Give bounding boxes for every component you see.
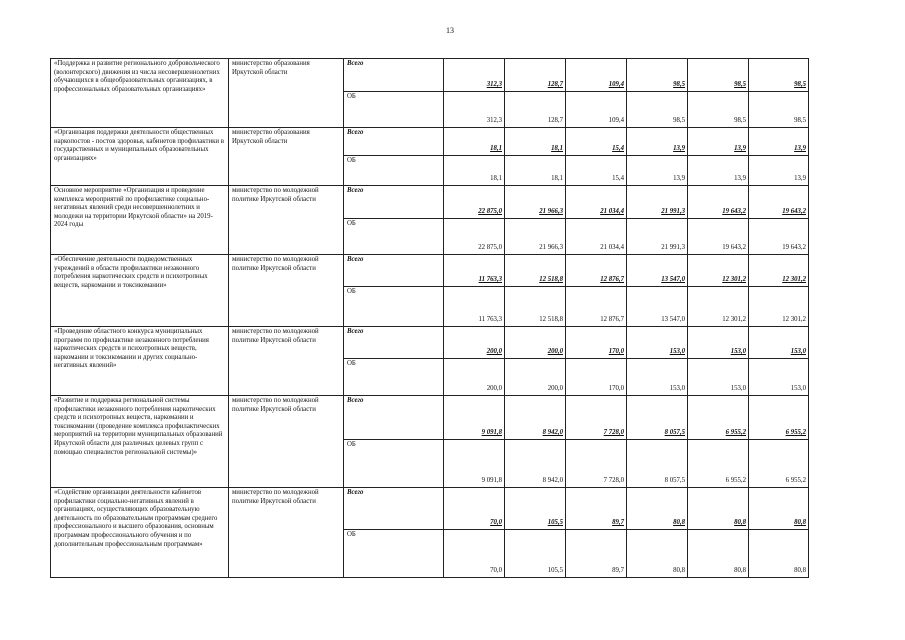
total-value-cell bbox=[688, 59, 749, 92]
table-row bbox=[51, 128, 809, 156]
total-value-cell bbox=[505, 327, 566, 359]
executor-cell: министерство по молодежной политике Иркутской области bbox=[229, 255, 344, 327]
total-value: 11 763,3 bbox=[478, 276, 502, 284]
ob-value-cell: 12 301,2 bbox=[749, 287, 809, 327]
total-value: 98,5 bbox=[794, 81, 806, 89]
total-value-cell bbox=[444, 488, 505, 530]
ob-value-cell: 128,7 bbox=[505, 92, 566, 128]
executor-cell: министерство по молодежной политике Иркутской области bbox=[229, 488, 344, 578]
total-value: 128,7 bbox=[547, 81, 563, 89]
ob-value-cell: 98,5 bbox=[627, 92, 688, 128]
funding-source-total: Всего bbox=[344, 488, 444, 530]
total-value: 13 547,0 bbox=[661, 276, 685, 284]
ob-value-cell: 11 763,3 bbox=[444, 287, 505, 327]
total-value: 21 034,4 bbox=[600, 208, 624, 216]
total-value-cell bbox=[566, 255, 627, 287]
ob-value-cell: 12 876,7 bbox=[566, 287, 627, 327]
ob-value-cell: 109,4 bbox=[566, 92, 627, 128]
total-value-cell bbox=[566, 488, 627, 530]
total-value: 21 966,3 bbox=[539, 208, 563, 216]
event-name-cell: «Развитие и поддержка региональной системы профилактики незаконного потребления наркотических средств и психотропных веществ, наркомании и токсикомании (проведение комплекса профилактических мероприятий на территории муниципальных образований Иркутской области для различных целевых групп с помощью специалистов региональной системы)» bbox=[51, 396, 229, 488]
total-value-cell bbox=[444, 128, 505, 156]
total-value: 8 057,5 bbox=[664, 429, 685, 437]
total-value-cell bbox=[749, 396, 809, 440]
funding-source-total: Всего bbox=[344, 255, 444, 287]
ob-value-cell: 170,0 bbox=[566, 359, 627, 396]
total-value-cell bbox=[688, 186, 749, 219]
total-value: 89,7 bbox=[612, 519, 624, 527]
total-value: 153,0 bbox=[790, 348, 806, 356]
total-value: 18,1 bbox=[490, 145, 502, 153]
total-value: 9 091,8 bbox=[481, 429, 502, 437]
total-value-cell bbox=[444, 255, 505, 287]
total-value-cell bbox=[444, 396, 505, 440]
total-value-cell bbox=[688, 255, 749, 287]
total-value-cell bbox=[505, 186, 566, 219]
total-value: 13,9 bbox=[734, 145, 746, 153]
total-value-cell bbox=[627, 59, 688, 92]
total-value: 19 643,2 bbox=[722, 208, 746, 216]
ob-value-cell: 98,5 bbox=[749, 92, 809, 128]
funding-source-total: Всего bbox=[344, 59, 444, 92]
ob-value-cell: 13,9 bbox=[627, 156, 688, 186]
total-value: 312,3 bbox=[486, 81, 502, 89]
event-name-cell: «Организация поддержки деятельности общественных наркопостов - постов здоровья, кабинетов профилактики в государственных и муниципальных образовательных организациях» bbox=[51, 128, 229, 186]
funding-source-ob: ОБ bbox=[344, 156, 444, 186]
total-value-cell bbox=[505, 488, 566, 530]
total-value: 22 875,0 bbox=[478, 208, 502, 216]
ob-value-cell: 7 728,0 bbox=[566, 440, 627, 488]
total-value: 6 955,2 bbox=[785, 429, 806, 437]
ob-value-cell: 153,0 bbox=[749, 359, 809, 396]
table-row bbox=[51, 327, 809, 359]
ob-value-cell: 15,4 bbox=[566, 156, 627, 186]
ob-value-cell: 153,0 bbox=[627, 359, 688, 396]
ob-value-cell: 13,9 bbox=[749, 156, 809, 186]
ob-value-cell: 12 518,8 bbox=[505, 287, 566, 327]
total-value-cell bbox=[566, 128, 627, 156]
total-value: 109,4 bbox=[608, 81, 624, 89]
funding-source-ob: ОБ bbox=[344, 530, 444, 578]
executor-cell: министерство по молодежной политике Иркутской области bbox=[229, 396, 344, 488]
total-value: 80,8 bbox=[734, 519, 746, 527]
event-name-cell: Основное мероприятие «Организация и проведение комплекса мероприятий по профилактике социально-негативных явлений среди несовершеннолетних и молодежи на территории Иркутской области» на 2019-2024 годы bbox=[51, 186, 229, 255]
ob-value-cell: 89,7 bbox=[566, 530, 627, 578]
total-value-cell bbox=[566, 186, 627, 219]
total-value: 15,4 bbox=[612, 145, 624, 153]
executor-cell: министерство образования Иркутской области bbox=[229, 59, 344, 128]
event-name-cell: «Проведение областного конкурса муниципальных программ по профилактике незаконного потребления наркотических средств и психотропных веществ, наркомании и токсикомании и других социально-негативных явлений» bbox=[51, 327, 229, 396]
executor-cell: министерство по молодежной политике Иркутской области bbox=[229, 186, 344, 255]
ob-value-cell: 8 942,0 bbox=[505, 440, 566, 488]
total-value-cell bbox=[688, 396, 749, 440]
table-row bbox=[51, 488, 809, 530]
ob-value-cell: 6 955,2 bbox=[749, 440, 809, 488]
ob-value-cell: 98,5 bbox=[688, 92, 749, 128]
funding-source-ob: ОБ bbox=[344, 287, 444, 327]
total-value: 105,5 bbox=[547, 519, 563, 527]
total-value: 200,0 bbox=[486, 348, 502, 356]
total-value-cell bbox=[627, 186, 688, 219]
ob-value-cell: 70,0 bbox=[444, 530, 505, 578]
ob-value-cell: 8 057,5 bbox=[627, 440, 688, 488]
funding-source-total: Всего bbox=[344, 396, 444, 440]
total-value-cell bbox=[566, 396, 627, 440]
total-value: 12 518,8 bbox=[539, 276, 563, 284]
total-value-cell bbox=[444, 327, 505, 359]
total-value: 13,9 bbox=[673, 145, 685, 153]
total-value-cell bbox=[749, 59, 809, 92]
ob-value-cell: 80,8 bbox=[688, 530, 749, 578]
total-value: 18,1 bbox=[551, 145, 563, 153]
total-value-cell bbox=[627, 128, 688, 156]
total-value-cell bbox=[505, 255, 566, 287]
total-value-cell bbox=[749, 488, 809, 530]
total-value: 153,0 bbox=[730, 348, 746, 356]
total-value-cell bbox=[688, 327, 749, 359]
ob-value-cell: 12 301,2 bbox=[688, 287, 749, 327]
total-value-cell bbox=[627, 396, 688, 440]
ob-value-cell: 13 547,0 bbox=[627, 287, 688, 327]
total-value: 12 301,2 bbox=[722, 276, 746, 284]
total-value-cell bbox=[627, 488, 688, 530]
total-value-cell bbox=[749, 128, 809, 156]
total-value: 13,9 bbox=[794, 145, 806, 153]
page-number: 13 bbox=[446, 26, 454, 35]
total-value: 153,0 bbox=[669, 348, 685, 356]
ob-value-cell: 21 991,3 bbox=[627, 219, 688, 255]
ob-value-cell: 6 955,2 bbox=[688, 440, 749, 488]
ob-value-cell: 21 966,3 bbox=[505, 219, 566, 255]
total-value: 170,0 bbox=[608, 348, 624, 356]
ob-value-cell: 9 091,8 bbox=[444, 440, 505, 488]
executor-cell: министерство образования Иркутской области bbox=[229, 128, 344, 186]
program-table bbox=[50, 58, 809, 578]
ob-value-cell: 200,0 bbox=[505, 359, 566, 396]
table-row bbox=[51, 255, 809, 287]
total-value: 80,8 bbox=[794, 519, 806, 527]
table-body bbox=[51, 59, 809, 578]
event-name-cell: «Поддержка и развитие регионального добровольческого (волонтерского) движения из числа несовершеннолетних обучающихся в общеобразовательных организациях, в профессиональных образовательных организациях» bbox=[51, 59, 229, 128]
total-value: 7 728,0 bbox=[603, 429, 624, 437]
total-value: 70,0 bbox=[490, 519, 502, 527]
funding-source-ob: ОБ bbox=[344, 359, 444, 396]
total-value: 12 876,7 bbox=[600, 276, 624, 284]
total-value-cell bbox=[505, 396, 566, 440]
funding-source-ob: ОБ bbox=[344, 219, 444, 255]
total-value: 98,5 bbox=[734, 81, 746, 89]
total-value: 8 942,0 bbox=[542, 429, 563, 437]
total-value: 21 991,3 bbox=[661, 208, 685, 216]
total-value-cell bbox=[688, 488, 749, 530]
total-value-cell bbox=[505, 59, 566, 92]
ob-value-cell: 19 643,2 bbox=[749, 219, 809, 255]
total-value: 200,0 bbox=[547, 348, 563, 356]
total-value: 98,5 bbox=[673, 81, 685, 89]
total-value: 6 955,2 bbox=[725, 429, 746, 437]
total-value-cell bbox=[749, 255, 809, 287]
event-name-cell: «Содействие организации деятельности кабинетов профилактики социально-негативных явлений в организациях, осуществляющих образовательную деятельность по образовательным программам среднего профессионального и высшего образования, основным программам профессионального обучения и по дополнительным профессиональным программам» bbox=[51, 488, 229, 578]
funding-source-ob: ОБ bbox=[344, 440, 444, 488]
total-value-cell bbox=[627, 255, 688, 287]
ob-value-cell: 153,0 bbox=[688, 359, 749, 396]
funding-source-total: Всего bbox=[344, 186, 444, 219]
total-value-cell bbox=[444, 186, 505, 219]
total-value: 12 301,2 bbox=[782, 276, 806, 284]
ob-value-cell: 105,5 bbox=[505, 530, 566, 578]
total-value-cell bbox=[566, 59, 627, 92]
total-value: 80,8 bbox=[673, 519, 685, 527]
table-row bbox=[51, 186, 809, 219]
funding-source-total: Всего bbox=[344, 128, 444, 156]
ob-value-cell: 312,3 bbox=[444, 92, 505, 128]
ob-value-cell: 18,1 bbox=[505, 156, 566, 186]
ob-value-cell: 80,8 bbox=[627, 530, 688, 578]
ob-value-cell: 18,1 bbox=[444, 156, 505, 186]
total-value-cell bbox=[749, 327, 809, 359]
total-value-cell bbox=[627, 327, 688, 359]
total-value-cell bbox=[749, 186, 809, 219]
total-value-cell bbox=[444, 59, 505, 92]
ob-value-cell: 13,9 bbox=[688, 156, 749, 186]
ob-value-cell: 22 875,0 bbox=[444, 219, 505, 255]
event-name-cell: «Обеспечение деятельности подведомственных учреждений в области профилактики незаконного потребления наркотических средств и психотропных веществ, наркомании и токсикомании» bbox=[51, 255, 229, 327]
table-row bbox=[51, 396, 809, 440]
total-value-cell bbox=[566, 327, 627, 359]
table-row bbox=[51, 59, 809, 92]
funding-source-total: Всего bbox=[344, 327, 444, 359]
ob-value-cell: 19 643,2 bbox=[688, 219, 749, 255]
total-value: 19 643,2 bbox=[782, 208, 806, 216]
total-value-cell bbox=[505, 128, 566, 156]
ob-value-cell: 80,8 bbox=[749, 530, 809, 578]
total-value-cell bbox=[688, 128, 749, 156]
executor-cell: министерство по молодежной политике Иркутской области bbox=[229, 327, 344, 396]
funding-source-ob: ОБ bbox=[344, 92, 444, 128]
ob-value-cell: 21 034,4 bbox=[566, 219, 627, 255]
ob-value-cell: 200,0 bbox=[444, 359, 505, 396]
